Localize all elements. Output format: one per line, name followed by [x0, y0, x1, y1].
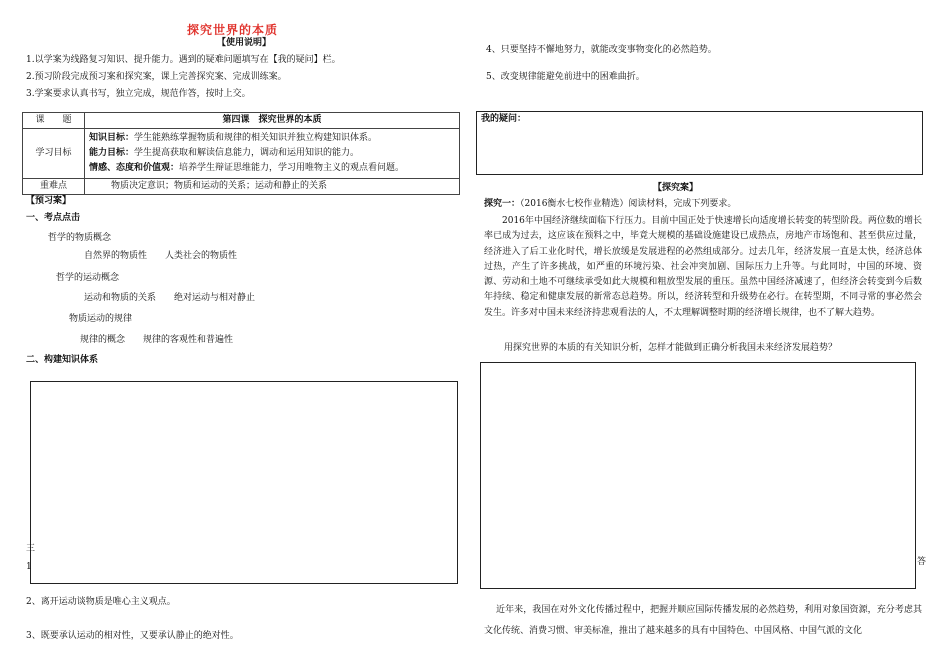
inquiry-1-header — [484, 198, 736, 211]
preview-heading: 【预习案】 — [26, 196, 72, 206]
inquiry-material: 2016年中国经济继续面临下行压力。目前中国正处于快速增长向适度增长转变的转型阶段。两位数的增长率已成为过去，这应该在预料之中，毕竟大规模的基础设施建设已成热点，房地产市场饱和、甚至供应过量，经济进入了后工业化时代，增长放缓是发展进程的必然组成部分。过去几年，经济发展一直是太快，经济总体过热，产生了许多挑战，如严重的环境污染、社会冲突加剧、国际压力上升等。与此同时，中国的环境、资源、劳动和土地不可继续承受如此大规模和粗放型发展的重压。虽然中国经济减速了，但经济会转变到今后数年持续、稳定和健康发展的新常态总趋势。所以，经济转型和升级势在必行。在转型期，不同寻常的事必然会发生。许多对中国未来经济持悲观看法的人，不太理解调整时期的经济增长规律，也不了解大趋势。 — [484, 216, 922, 318]
goals-table — [22, 112, 460, 195]
key-points-value: 物质决定意识；物质和运动的关系；运动和静止的关系 — [85, 179, 460, 195]
inquiry-question: 用探究世界的本质的有关知识分析，怎样才能做到正确分析我国未来经济发展趋势？ — [504, 343, 838, 353]
topic-label: 课 题 — [23, 113, 85, 129]
statement-4: 4、只要坚持不懈地努力，就能改变事物变化的必然趋势。 — [486, 45, 717, 55]
my-doubts-box[interactable] — [476, 111, 923, 175]
my-doubts-label: 我的疑问： — [481, 114, 527, 124]
exam-point-6: 规律的概念 规律的客观性和普遍性 — [80, 335, 234, 345]
knowledge-goal-key: 知识目标： — [89, 133, 135, 144]
goals-content — [85, 129, 460, 179]
topic-value: 第四课 探究世界的本质 — [85, 113, 460, 129]
usage-item-1: 1.以学案为线路复习知识、提升能力。遇到的疑难问题填写在【我的疑问】栏。 — [26, 55, 341, 65]
cut-off-char-answer: 答 — [917, 557, 927, 567]
exam-point-1: 哲学的物质概念 — [48, 233, 112, 243]
cut-off-char-2: 1 — [26, 562, 32, 572]
usage-heading: 【使用说明】 — [217, 38, 272, 48]
inquiry-heading: 【探究案】 — [653, 183, 699, 193]
usage-item-2: 2.预习阶段完成预习案和探究案，课上完善探究案、完成训练案。 — [26, 72, 287, 82]
exam-point-3: 哲学的运动概念 — [56, 273, 120, 283]
knowledge-goal-text: 学生能熟练掌握物质和规律的相关知识并独立构建知识体系。 — [134, 133, 378, 144]
key-points-label: 重难点 — [23, 179, 85, 195]
knowledge-system-box[interactable] — [30, 381, 458, 584]
exam-point-2: 自然界的物质性 人类社会的物质性 — [84, 251, 238, 261]
document-title: 探究世界的本质 — [187, 23, 279, 37]
exam-point-5: 物质运动的规律 — [69, 314, 133, 324]
attitude-goal-key: 情感、态度和价值观： — [89, 163, 180, 174]
goals-label: 学习目标 — [23, 129, 85, 179]
ability-goal-text: 学生提高获取和解读信息能力，调动和运用知识的能力。 — [134, 148, 360, 159]
statement-3: 3、既要承认运动的相对性，又要承认静止的绝对性。 — [26, 631, 239, 641]
ability-goal-key: 能力目标： — [89, 148, 135, 159]
cut-off-char-1: 三 — [26, 544, 36, 554]
statement-5: 5、改变规律能避免前进中的困难曲折。 — [486, 72, 645, 82]
section-knowledge-system: 二、构建知识体系 — [26, 355, 99, 365]
answer-box[interactable] — [480, 362, 916, 589]
inquiry-1-key: 探究一： — [484, 199, 521, 209]
exam-point-4: 运动和物质的关系 绝对运动与相对静止 — [84, 293, 256, 303]
section-exam-points: 一、考点点击 — [26, 213, 81, 223]
attitude-goal-text: 培养学生辩证思维能力，学习用唯物主义的观点看问题。 — [179, 163, 405, 174]
cultural-material: 近年来，我国在对外文化传播过程中，把握并顺应国际传播发展的必然趋势，利用对象国资源，充分考虑其文化传统、消费习惯、审美标准，推出了越来越多的具有中国特色、中国风格、中国气派的文化 — [484, 605, 922, 636]
usage-item-3: 3.学案要求认真书写，独立完成，规范作答，按时上交。 — [26, 89, 251, 99]
statement-2: 2、离开运动谈物质是唯心主义观点。 — [26, 597, 176, 607]
inquiry-1-text: （2016衡水七校作业精选）阅读材料，完成下列要求。 — [520, 199, 737, 209]
